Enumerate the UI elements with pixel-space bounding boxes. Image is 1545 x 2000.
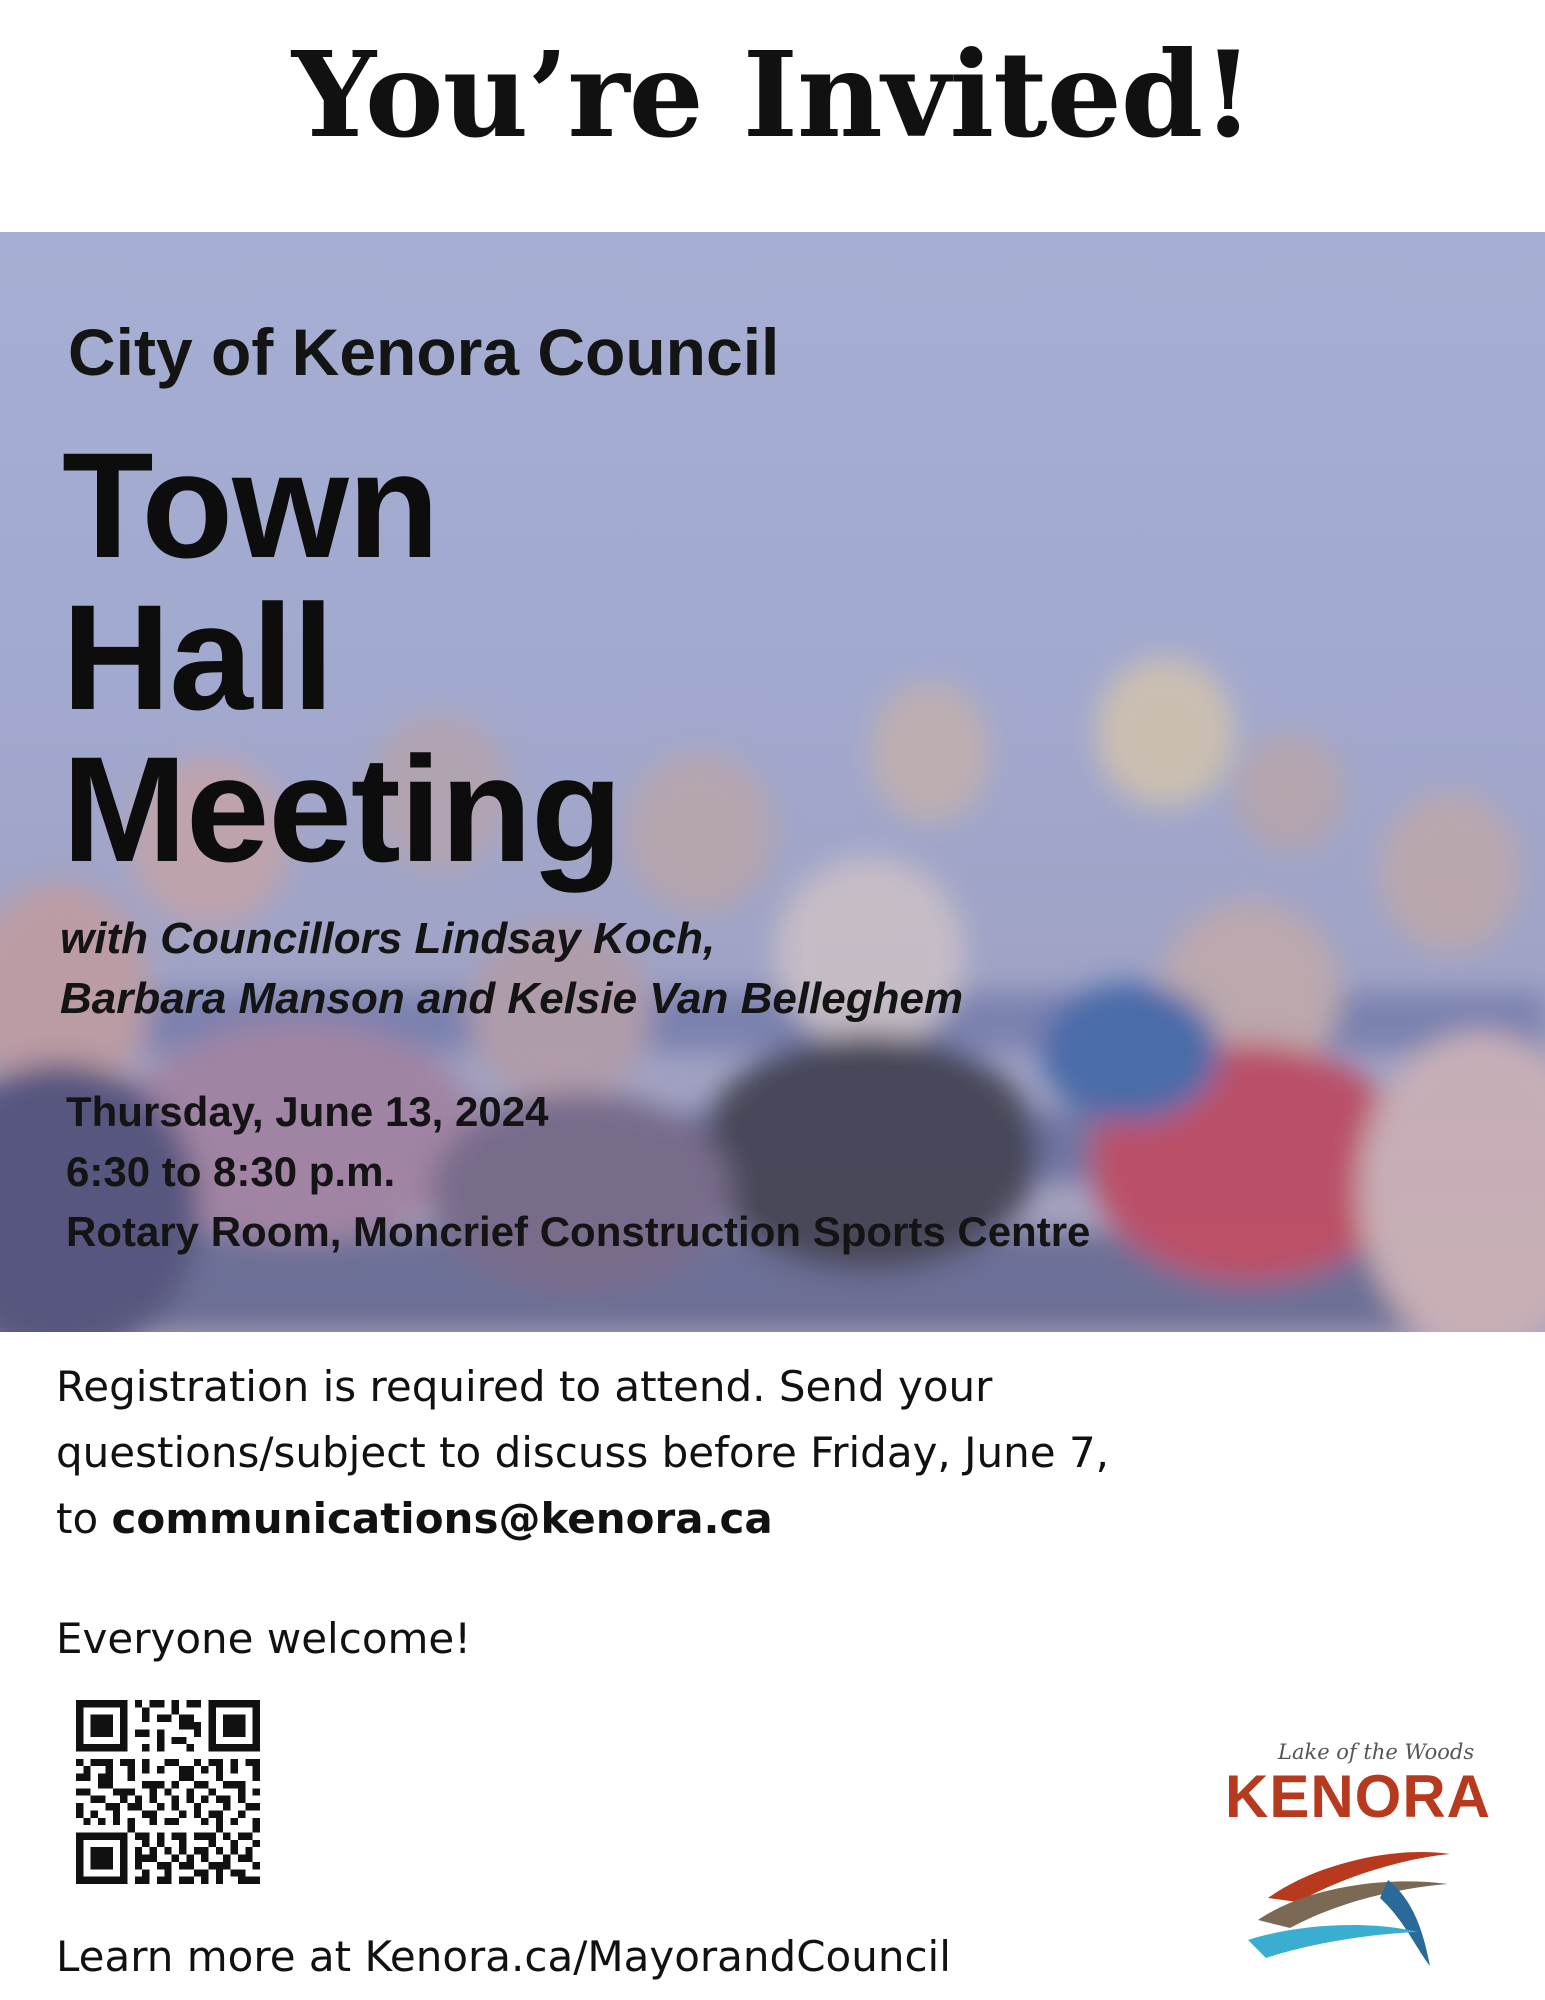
kenora-logo <box>1218 1740 1498 1980</box>
hero-banner <box>0 232 1545 1332</box>
email-prefix: to <box>56 1494 112 1543</box>
learn-more-link[interactable]: Learn more at Kenora.ca/MayorandCouncil <box>56 1932 951 1981</box>
qr-code-icon[interactable] <box>76 1700 260 1884</box>
welcome-text: Everyone welcome! <box>56 1614 472 1663</box>
registration-text: Registration is required to attend. Send your <box>56 1362 993 1411</box>
event-date: Thursday, June 13, 2024 <box>66 1088 549 1135</box>
email-link[interactable]: communications@kenora.ca <box>111 1494 773 1543</box>
registration-text: questions/subject to discuss before Friday, June 7, <box>56 1428 1110 1477</box>
event-location: Rotary Room, Moncrief Construction Sports Centre <box>66 1208 1091 1255</box>
hosts-line: with Councillors Lindsay Koch, <box>60 914 716 963</box>
hosts-line: Barbara Manson and Kelsie Van Belleghem <box>60 974 964 1023</box>
event-time: 6:30 to 8:30 p.m. <box>66 1148 396 1195</box>
organizer-name: City of Kenora Council <box>68 315 780 389</box>
logo-swoosh-icon <box>1238 1840 1478 1970</box>
event-title-line: Meeting <box>62 725 622 893</box>
event-title-line: Hall <box>62 573 334 741</box>
page-title: You’re Invited! <box>291 25 1254 164</box>
logo-tagline: Lake of the Woods <box>1278 1740 1475 1764</box>
logo-wordmark: KENORA <box>1224 1763 1491 1830</box>
registration-text <box>56 1494 773 1543</box>
event-title-line: Town <box>62 421 439 589</box>
